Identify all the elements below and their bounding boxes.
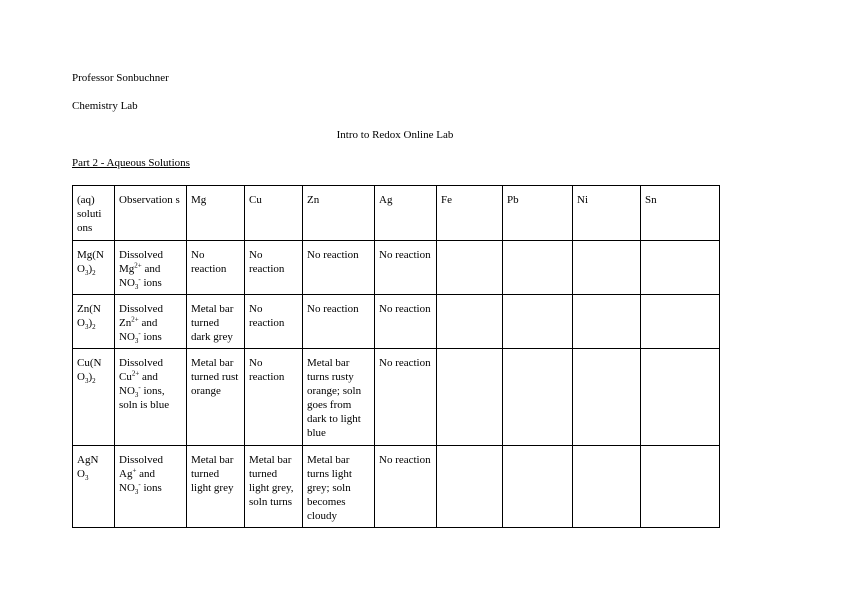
result-cell-cu: No reaction (245, 241, 303, 295)
table-row (73, 295, 720, 349)
result-cell-ni (573, 349, 641, 446)
result-cell-cu: No reaction (245, 349, 303, 446)
result-cell-zn: No reaction (303, 241, 375, 295)
header-cell-fe: Fe (437, 186, 503, 241)
result-cell-mg: No reaction (187, 241, 245, 295)
result-cell-sn (641, 349, 720, 446)
lab-title: Intro to Redox Online Lab (336, 129, 454, 141)
result-cell-ni (573, 241, 641, 295)
observations-table (72, 185, 720, 528)
result-cell-ag: No reaction (375, 349, 437, 446)
result-cell-fe (437, 241, 503, 295)
result-cell-pb (503, 349, 573, 446)
header-cell-pb: Pb (503, 186, 573, 241)
result-cell-cu: Metal bar turned light grey, soln turns (245, 446, 303, 528)
result-cell-ni (573, 446, 641, 528)
table-row (73, 446, 720, 528)
header-cell-ni: Ni (573, 186, 641, 241)
result-cell-fe (437, 446, 503, 528)
header-cell-zn: Zn (303, 186, 375, 241)
observation-cell: Dissolved $Zn^{2+}$ and $NO_3^-$ ions (115, 295, 187, 349)
result-cell-cu: No reaction (245, 295, 303, 349)
result-cell-zn: Metal bar turns light grey; soln becomes cloudy (303, 446, 375, 528)
result-cell-zn: Metal bar turns rusty orange; soln goes from dark to light blue (303, 349, 375, 446)
result-cell-mg: Metal bar turned dark grey (187, 295, 245, 349)
table-header-row (73, 186, 720, 241)
professor-name: Professor Sonbuchner (72, 72, 169, 84)
table-row (73, 241, 720, 295)
header-cell-observations: Observation s (115, 186, 187, 241)
result-cell-mg: Metal bar turned rust orange (187, 349, 245, 446)
result-cell-pb (503, 295, 573, 349)
solution-cell: Cu(N $O_3)_2$ (73, 349, 115, 446)
header-cell-solution: (aq) soluti ons (73, 186, 115, 241)
result-cell-sn (641, 446, 720, 528)
result-cell-ag: No reaction (375, 446, 437, 528)
header-cell-ag: Ag (375, 186, 437, 241)
table-row (73, 349, 720, 446)
result-cell-sn (641, 295, 720, 349)
solution-cell: Mg(N $O_3)_2$ (73, 241, 115, 295)
solution-cell: Zn(N $O_3)_2$ (73, 295, 115, 349)
result-cell-ag: No reaction (375, 241, 437, 295)
observation-cell: Dissolved $Mg^{2+}$ and $NO_3^-$ ions (115, 241, 187, 295)
header-cell-cu: Cu (245, 186, 303, 241)
result-cell-ni (573, 295, 641, 349)
result-cell-pb (503, 241, 573, 295)
solution-cell: AgN $O_3$ (73, 446, 115, 528)
course-name: Chemistry Lab (72, 100, 138, 112)
header-cell-mg: Mg (187, 186, 245, 241)
result-cell-fe (437, 295, 503, 349)
result-cell-zn: No reaction (303, 295, 375, 349)
result-cell-ag: No reaction (375, 295, 437, 349)
result-cell-sn (641, 241, 720, 295)
result-cell-fe (437, 349, 503, 446)
result-cell-mg: Metal bar turned light grey (187, 446, 245, 528)
observation-cell: Dissolved $Cu^{2+}$ and $NO_3^-$ ions, soln is blue (115, 349, 187, 446)
section-heading: Part 2 - Aqueous Solutions (72, 157, 190, 169)
result-cell-pb (503, 446, 573, 528)
header-cell-sn: Sn (641, 186, 720, 241)
observation-cell: Dissolved Ag+ and $NO_3^-$ ions (115, 446, 187, 528)
